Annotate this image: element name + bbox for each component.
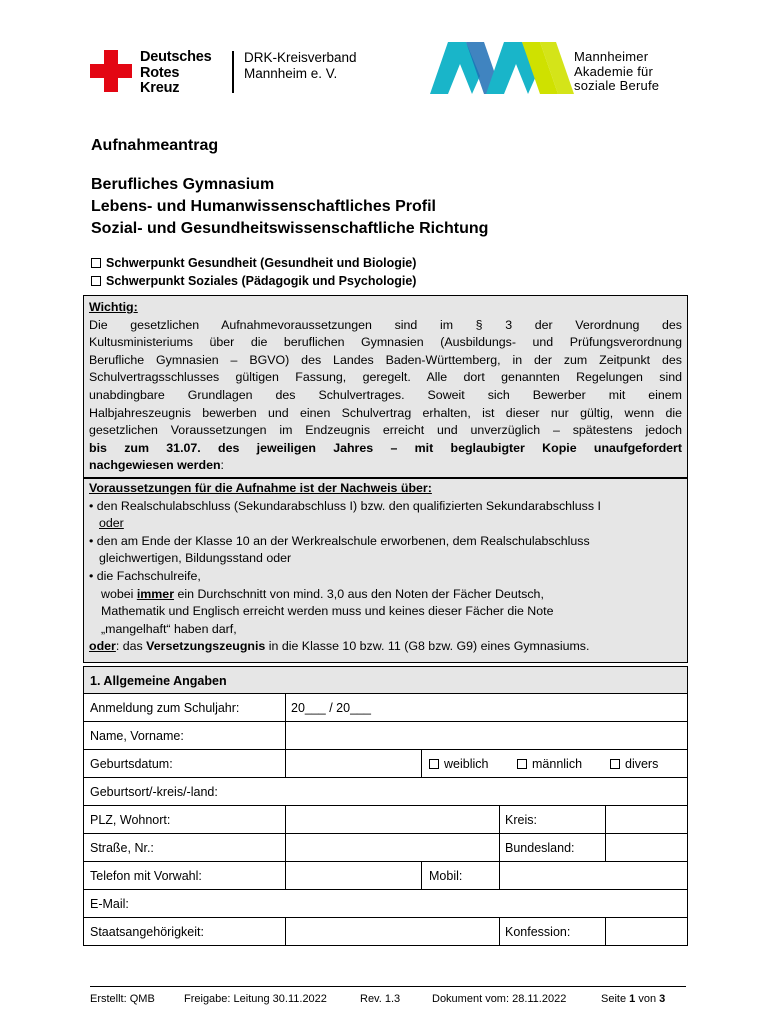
birthplace-label: Geburtsort/-kreis/-land: (90, 785, 218, 799)
nationality-row (83, 918, 688, 946)
street-row (83, 834, 688, 862)
footer-document-date: Dokument vom: 28.11.2022 (432, 993, 567, 1005)
requirement-2-cont: gleichwertigen, Bildungsstand oder (99, 551, 292, 566)
name-field[interactable] (291, 729, 681, 749)
checkbox-icon[interactable] (91, 276, 101, 286)
requirement-or-2: oder (89, 639, 116, 654)
street-label: Straße, Nr.: (90, 841, 154, 855)
important-line-4: Schulvertragsschlusses gültigen Fassung, geregelt. Alle dort genannten Regelungen sind (89, 370, 682, 385)
requirement-3: • die Fachschulreife, (89, 568, 201, 583)
school-year-field[interactable]: 20___ / 20___ (291, 701, 371, 715)
akademie-mm-logo (428, 38, 576, 96)
focus-options (91, 254, 416, 290)
requirement-3-cont: Mathematik und Englisch erreicht werden muss und keines dieser Fächer die Note (101, 604, 554, 619)
important-line-3: Berufliche Gymnasien – BGVO) des Landes Baden-Württemberg, in der zum Zeitpunkt des (89, 352, 682, 367)
requirement-or-1: oder (99, 516, 124, 531)
footer-page-number (601, 993, 665, 1005)
requirement-4-mid: : das (115, 639, 147, 654)
focus-option-social[interactable] (91, 272, 416, 290)
drk-word-2: Rotes (140, 64, 180, 81)
program-title-3: Sozial- und Gesundheitswissenschaftliche Richtung (91, 220, 489, 237)
drk-word-3: Kreuz (140, 80, 180, 96)
gender-male[interactable] (517, 757, 582, 771)
phone-row (83, 862, 688, 890)
footer-revision: Rev. 1.3 (360, 993, 401, 1005)
nationality-field[interactable] (291, 925, 496, 945)
nationality-label: Staatsangehörigkeit: (90, 925, 204, 939)
birthdate-field[interactable] (291, 757, 421, 777)
street-field[interactable] (291, 841, 496, 861)
akademie-line-1: Mannheimer (574, 49, 649, 64)
requirement-3-pre: wobei (101, 586, 137, 601)
footer-page-current: 1 (629, 993, 636, 1005)
important-line-2: Kultusministeriums über die beruflichen Gymnasien (Ausbildungs- und Prüfungsverordnung (89, 335, 682, 350)
document-title: Aufnahmeantrag (91, 137, 219, 154)
logo-divider (232, 51, 234, 93)
email-label: E-Mail: (90, 897, 129, 911)
checkbox-icon[interactable] (429, 759, 439, 769)
checkbox-icon[interactable] (517, 759, 527, 769)
state-label: Bundesland: (505, 841, 575, 855)
school-year-label: Anmeldung zum Schuljahr: (90, 701, 240, 715)
program-titles (91, 174, 488, 240)
info-box-divider (83, 477, 688, 479)
kreis-field[interactable] (611, 813, 683, 833)
confession-label: Konfession: (505, 925, 571, 939)
important-line-6: Halbjahreszeugnis bewerben und einen Schulvertrag erhalten, ist dieser nur gültig, wenn die (89, 405, 682, 420)
name-label: Name, Vorname: (90, 729, 184, 743)
requirement-3-end: „mangelhaft“ haben darf, (101, 621, 237, 636)
focus-option-health-label: Schwerpunkt Gesundheit (Gesundheit und Biologie) (106, 256, 417, 270)
footer-page-mid: von (635, 993, 660, 1005)
name-row (83, 722, 688, 750)
drk-wordmark (140, 50, 212, 97)
requirement-3-detail (89, 586, 684, 604)
email-row (83, 890, 688, 918)
plz-field[interactable] (291, 813, 496, 833)
footer-release: Freigabe: Leitung 30.11.2022 (184, 993, 327, 1005)
requirement-4-bold: Versetzungszeugnis (146, 639, 266, 654)
kreisverband-line-1: DRK-Kreisverband (244, 50, 357, 65)
drk-word-1: Deutsches (140, 49, 212, 65)
requirement-3-emphasis: immer (136, 586, 175, 601)
requirement-4 (89, 638, 684, 656)
kreisverband-name (244, 50, 357, 82)
gender-diverse[interactable] (610, 757, 658, 771)
requirements (89, 480, 684, 656)
red-cross-icon (90, 50, 132, 92)
footer-created: Erstellt: QMB (90, 993, 155, 1005)
important-deadline: bis zum 31.07. des jeweiligen Jahres – mit beglaubigter Kopie unaufgefordert (89, 440, 682, 455)
important-line-7: gesetzlichen Voraussetzungen im Endzeugnis erreicht und unverzüglich – spätestens jedoch (89, 423, 682, 438)
footer-page-pre: Seite (601, 993, 630, 1005)
akademie-line-2: Akademie für (574, 63, 653, 79)
plz-row (83, 806, 688, 834)
important-heading: Wichtig: (89, 300, 138, 314)
plz-label: PLZ, Wohnort: (90, 813, 171, 827)
akademie-line-3: soziale Berufe (574, 78, 660, 93)
important-line-5: unabdingbare Grundlagen des Schulvertrages. Soweit sich Bewerber mit einem (89, 387, 682, 402)
section-title: 1. Allgemeine Angaben (83, 667, 688, 694)
birthplace-row (83, 778, 688, 806)
gender-female[interactable] (429, 757, 488, 771)
gender-male-label: männlich (532, 757, 583, 771)
school-year-row (83, 694, 688, 722)
general-info-form (83, 666, 688, 946)
birthdate-label: Geburtsdatum: (90, 757, 173, 771)
important-line-1: Die gesetzlichen Aufnahmevoraussetzungen sind im § 3 der Verordnung des (89, 317, 682, 332)
important-deadline-end: nachgewiesen werden (89, 458, 221, 473)
checkbox-icon[interactable] (610, 759, 620, 769)
requirement-4-post: in die Klasse 10 bzw. 11 (G8 bzw. G9) eines Gymnasiums. (265, 639, 590, 654)
kreis-label: Kreis: (505, 813, 537, 827)
requirement-1: • den Realschulabschluss (Sekundarabschluss I) bzw. den qualifizierten Sekundarabschluss I (89, 498, 601, 513)
footer-divider (90, 986, 686, 987)
requirement-3-post: ein Durchschnitt von mind. 3,0 aus den Noten der Fächer Deutsch, (174, 586, 544, 601)
mobile-label: Mobil: (429, 869, 463, 883)
footer-page-total: 3 (659, 993, 666, 1005)
gender-female-label: weiblich (444, 757, 489, 771)
mobile-field[interactable] (505, 869, 683, 889)
focus-option-health[interactable] (91, 254, 416, 272)
state-field[interactable] (611, 841, 683, 861)
program-title-2: Lebens- und Humanwissenschaftliches Profil (91, 198, 436, 215)
requirements-heading: Voraussetzungen für die Aufnahme ist der Nachweis über: (89, 481, 432, 495)
akademie-name (574, 50, 659, 94)
important-colon: : (220, 458, 224, 473)
checkbox-icon[interactable] (91, 258, 101, 268)
kreisverband-line-2: Mannheim e. V. (244, 66, 338, 81)
requirement-2: • den am Ende der Klasse 10 an der Werkrealschule erworbenen, dem Realschulabschluss (89, 533, 590, 548)
phone-label: Telefon mit Vorwahl: (90, 869, 202, 883)
program-title-1: Berufliches Gymnasium (91, 176, 275, 193)
gender-diverse-label: divers (625, 757, 659, 771)
birthdate-row (83, 750, 688, 778)
drk-logo (90, 50, 212, 98)
focus-option-social-label: Schwerpunkt Soziales (Pädagogik und Psychologie) (106, 274, 417, 288)
important-notice (89, 299, 682, 475)
phone-field[interactable] (291, 869, 421, 889)
confession-field[interactable] (611, 925, 683, 945)
